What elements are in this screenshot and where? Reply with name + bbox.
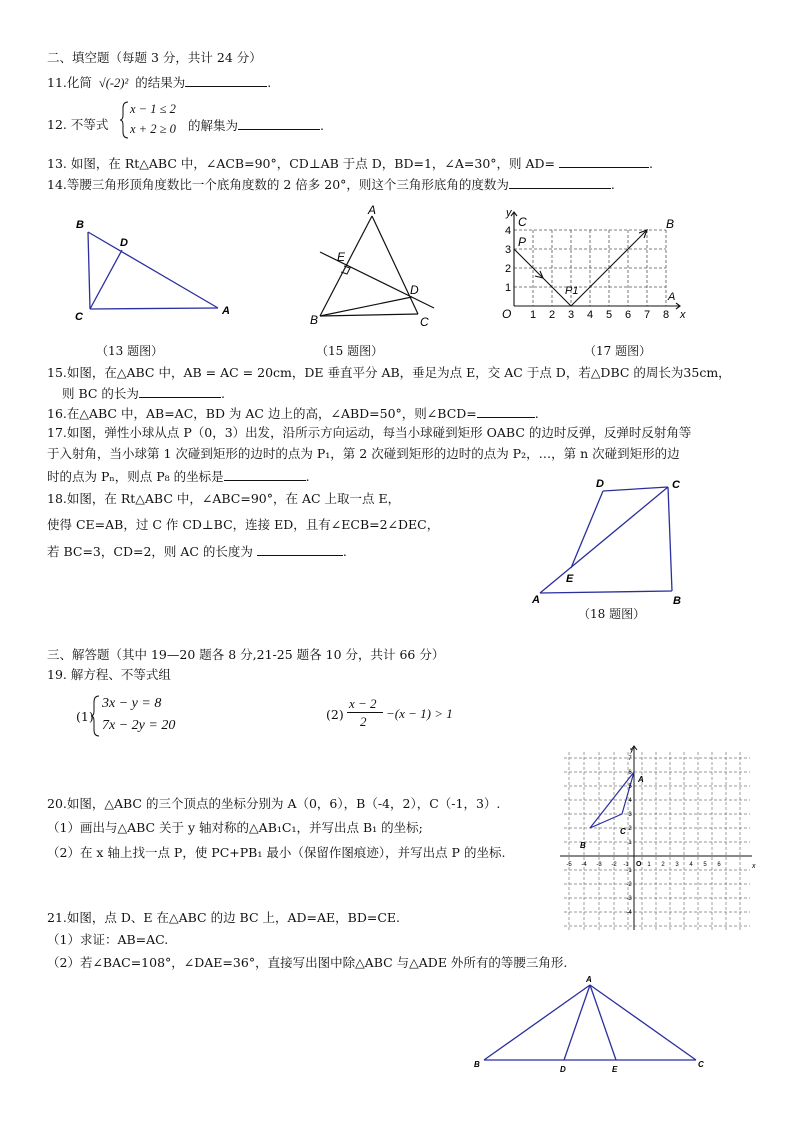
q17-answer-blank[interactable] xyxy=(224,468,306,481)
fig15-label-c: C xyxy=(420,315,429,329)
q17-line2: 于入射角，当小球第 1 次碰到矩形的边时的点为 P₁，第 2 次碰到矩形的边时的点为 P₂，…，第 n 次碰到矩形的边 xyxy=(47,446,680,461)
fig18-label-b: B xyxy=(673,595,681,607)
q14-text: 14.等腰三角形顶角度数比一个底角度数的 2 倍多 20°，则这个三角形底角的度数为 xyxy=(47,177,509,192)
figure-18 xyxy=(530,474,690,610)
q18-line3 xyxy=(47,543,347,560)
fig17-ytick: 3 xyxy=(504,244,512,256)
fig20-ytick: -2 xyxy=(626,882,632,888)
fig15-caption: （15 题图） xyxy=(316,344,384,358)
fig21-label-e: E xyxy=(612,1065,618,1074)
q13 xyxy=(47,155,653,172)
q19-p2-rest: −(x − 1) > 1 xyxy=(386,706,453,721)
q19-frac-num: x − 2 xyxy=(349,696,377,711)
fig17-xtick: 8 xyxy=(662,309,670,321)
q18-answer-blank[interactable] xyxy=(257,543,343,556)
q11 xyxy=(47,74,271,91)
q20-line3: （2）在 x 轴上找一点 P，使 PC+PB₁ 最小（保留作图痕迹），并写出点 P 的坐标. xyxy=(47,845,506,860)
fig17-label-p1: P1 xyxy=(565,285,579,297)
fig17-label-a: A xyxy=(668,291,676,303)
q21-line3: （2）若∠BAC=108°，∠DAE=36°，直接写出图中除△ABC 与△ADE 外所有的等腰三角形. xyxy=(47,955,568,970)
figure-20 xyxy=(560,744,760,932)
fig20-xtick: 6 xyxy=(717,862,721,868)
q18-line1: 18.如图，在 Rt△ABC 中，∠ABC=90°，在 AC 上取一点 E， xyxy=(47,491,401,506)
q20-line1: 20.如图，△ABC 的三个顶点的坐标分别为 A（0，6），B（-4，2），C（-1，3）. xyxy=(47,796,501,811)
q19-eq1: 3x − y = 8 xyxy=(102,696,162,711)
fig13-label-b: B xyxy=(76,219,84,231)
fig20-xtick: 1 xyxy=(647,862,651,868)
fig20-label-y: y xyxy=(630,747,634,754)
fig20-xtick: -5 xyxy=(566,862,572,868)
fig13-cd xyxy=(90,250,122,309)
fig20-ytick: 7 xyxy=(628,756,632,762)
fig13-ca xyxy=(90,308,218,309)
fig17-xtick: 7 xyxy=(643,309,651,321)
q11-expr: √(-2)² xyxy=(98,76,129,90)
q15-answer-blank[interactable] xyxy=(139,385,221,398)
fig18-label-d: D xyxy=(596,478,604,490)
q11-post: 的结果为 xyxy=(135,75,186,90)
q19-frac-den: 2 xyxy=(360,714,367,729)
fig13-label-c: C xyxy=(75,311,83,323)
q15-line2-text: 则 BC 的长为 xyxy=(62,386,139,401)
q13-answer-blank[interactable] xyxy=(559,155,649,168)
q11-pre: 11.化简 xyxy=(47,75,92,90)
q16-text: 16.在△ABC 中，AB=AC，BD 为 AC 边上的高，∠ABD=50°，则∠BCD= xyxy=(47,406,477,421)
fig20-xtick: 4 xyxy=(689,862,693,868)
q19-p2-label: (2) xyxy=(326,707,344,722)
fig21-label-a: A xyxy=(586,975,592,984)
q19-p1-label: (1) xyxy=(76,709,94,724)
q16 xyxy=(47,405,539,422)
fig15-label-d: D xyxy=(410,283,419,297)
fig17-label-b: B xyxy=(666,217,675,231)
fig21-label-b: B xyxy=(474,1060,480,1069)
q12-rest xyxy=(188,117,324,134)
q17-line1: 17.如图，弹性小球从点 P（0，3）出发，沿所示方向运动，每当小球碰到矩形 OABC 的边时反弹，反弹时反射角等 xyxy=(47,425,692,440)
fig13-caption: （13 题图） xyxy=(96,344,164,358)
q15-line1: 15.如图，在△ABC 中，AB = AC = 20cm，DE 垂直平分 AB，垂足为点 E，交 AC 于点 D，若△DBC 的周长为35cm， xyxy=(47,365,731,380)
fig17-xtick: 3 xyxy=(567,309,575,321)
fig20-ytick: -3 xyxy=(626,896,632,902)
fig20-label-c: C xyxy=(620,827,626,836)
fig20-xtick: -4 xyxy=(581,862,587,868)
brace-icon xyxy=(91,694,101,738)
q18-line2: 使得 CE=AB，过 C 作 CD⊥BC，连接 ED，且有∠ECB=2∠DEC， xyxy=(47,517,440,532)
q18-end: . xyxy=(342,544,347,559)
q12-line1: x − 1 ≤ 2 xyxy=(130,102,176,116)
q20-line2: （1）画出与△ABC 关于 y 轴对称的△AB₁C₁，并写出点 B₁ 的坐标; xyxy=(47,820,423,835)
fig15-label-e: E xyxy=(337,250,346,264)
fig20-xtick: 5 xyxy=(703,862,707,868)
fig21-label-d: D xyxy=(560,1065,566,1074)
fig20-ytick: 2 xyxy=(628,826,632,832)
fig21-label-c: C xyxy=(698,1060,704,1069)
fig17-ytick: 2 xyxy=(504,263,512,275)
fig17-label-p: P xyxy=(518,235,527,249)
fig20-ytick: -1 xyxy=(626,868,632,874)
q19-title: 19. 解方程、不等式组 xyxy=(47,667,171,682)
q13-end: . xyxy=(649,156,653,171)
fig13-label-d: D xyxy=(120,237,128,249)
fig17-ytick: 4 xyxy=(504,225,512,237)
fig13-bc xyxy=(88,232,90,309)
section2-heading: 二、填空题（每题 3 分，共计 24 分） xyxy=(47,50,262,65)
q21-line2: （1）求证：AB=AC. xyxy=(47,932,169,947)
fig17-xtick: 6 xyxy=(624,309,632,321)
fig15-label-b: B xyxy=(310,313,319,327)
figure-13 xyxy=(70,212,240,324)
q17-line3-text: 时的点为 Pₙ，则点 P₈ 的坐标是 xyxy=(47,469,224,484)
q11-answer-blank[interactable] xyxy=(185,74,267,87)
fig20-ytick: -4 xyxy=(626,910,632,916)
fig20-ytick: 1 xyxy=(628,840,632,846)
q14-end: . xyxy=(610,177,615,192)
fig18-caption: （18 题图） xyxy=(578,607,646,621)
fig20-xtick: 2 xyxy=(661,862,665,868)
fig17-label-o: O xyxy=(502,307,512,321)
fig13-ab xyxy=(88,232,218,308)
fig20-xtick: -3 xyxy=(596,862,602,868)
fig17-xtick: 5 xyxy=(605,309,613,321)
fig17-xtick: 4 xyxy=(586,309,594,321)
q21-line1: 21.如图，点 D、E 在△ABC 的边 BC 上，AD=AE，BD=CE. xyxy=(47,910,401,925)
q11-end: . xyxy=(267,75,272,90)
fig17-label-x: x xyxy=(680,309,686,321)
fig17-label-c: C xyxy=(518,215,527,229)
fig20-label-o: O xyxy=(636,861,642,868)
q18-line3-text: 若 BC=3，CD=2，则 AC 的长度为 xyxy=(47,544,253,559)
fig20-ytick: 3 xyxy=(628,812,632,818)
q14 xyxy=(47,176,615,193)
q19-eq2: 7x − 2y = 20 xyxy=(102,718,176,733)
q12-pre: 12. 不等式 xyxy=(47,117,109,132)
fig17-caption: （17 题图） xyxy=(584,344,652,358)
fig20-ytick: 4 xyxy=(628,798,632,804)
fig17-ytick: 1 xyxy=(504,282,512,294)
section3-heading: 三、解答题（其中 19—20 题各 8 分,21-25 题各 10 分，共计 66 分） xyxy=(47,647,445,662)
q12-end: . xyxy=(320,118,324,133)
q17-line3 xyxy=(47,468,310,485)
q17-end: . xyxy=(305,469,310,484)
fig17-xtick: 2 xyxy=(548,309,556,321)
fig18-label-e: E xyxy=(566,573,574,585)
q12-answer-blank[interactable] xyxy=(238,117,320,130)
fig20-ytick: 6 xyxy=(628,770,632,776)
fig17-xtick: 1 xyxy=(529,309,537,321)
fig20-label-b: B xyxy=(580,841,586,850)
q15-end: . xyxy=(220,386,225,401)
q16-end: . xyxy=(534,406,539,421)
q15-line2 xyxy=(62,385,225,402)
q16-answer-blank[interactable] xyxy=(477,405,535,418)
figure-17 xyxy=(496,202,696,330)
q13-text: 13. 如图，在 Rt△ABC 中，∠ACB=90°，CD⊥AB 于点 D，BD=1，∠A=30°，则 AD= xyxy=(47,156,556,171)
fig20-label-x: x xyxy=(752,863,756,870)
fig18-label-c: C xyxy=(672,479,680,491)
fig20-xtick: 3 xyxy=(675,862,679,868)
fig18-label-a: A xyxy=(532,594,540,606)
q19-frac-bar xyxy=(347,712,383,713)
q12-system xyxy=(120,100,190,140)
figure-15 xyxy=(300,202,440,330)
figure-21 xyxy=(470,972,710,1076)
q14-answer-blank[interactable] xyxy=(509,176,611,189)
fig20-xtick: -2 xyxy=(611,862,617,868)
fig20-xtick: -1 xyxy=(623,862,629,868)
fig20-ytick: 5 xyxy=(628,784,632,790)
fig13-label-a: A xyxy=(222,305,230,317)
fig20-label-a: A xyxy=(638,775,644,784)
q12-post: 的解集为 xyxy=(188,118,239,133)
fig17-label-y: y xyxy=(506,207,512,219)
fig15-label-a: A xyxy=(368,203,377,217)
q12-line2: x + 2 ≥ 0 xyxy=(130,122,176,136)
